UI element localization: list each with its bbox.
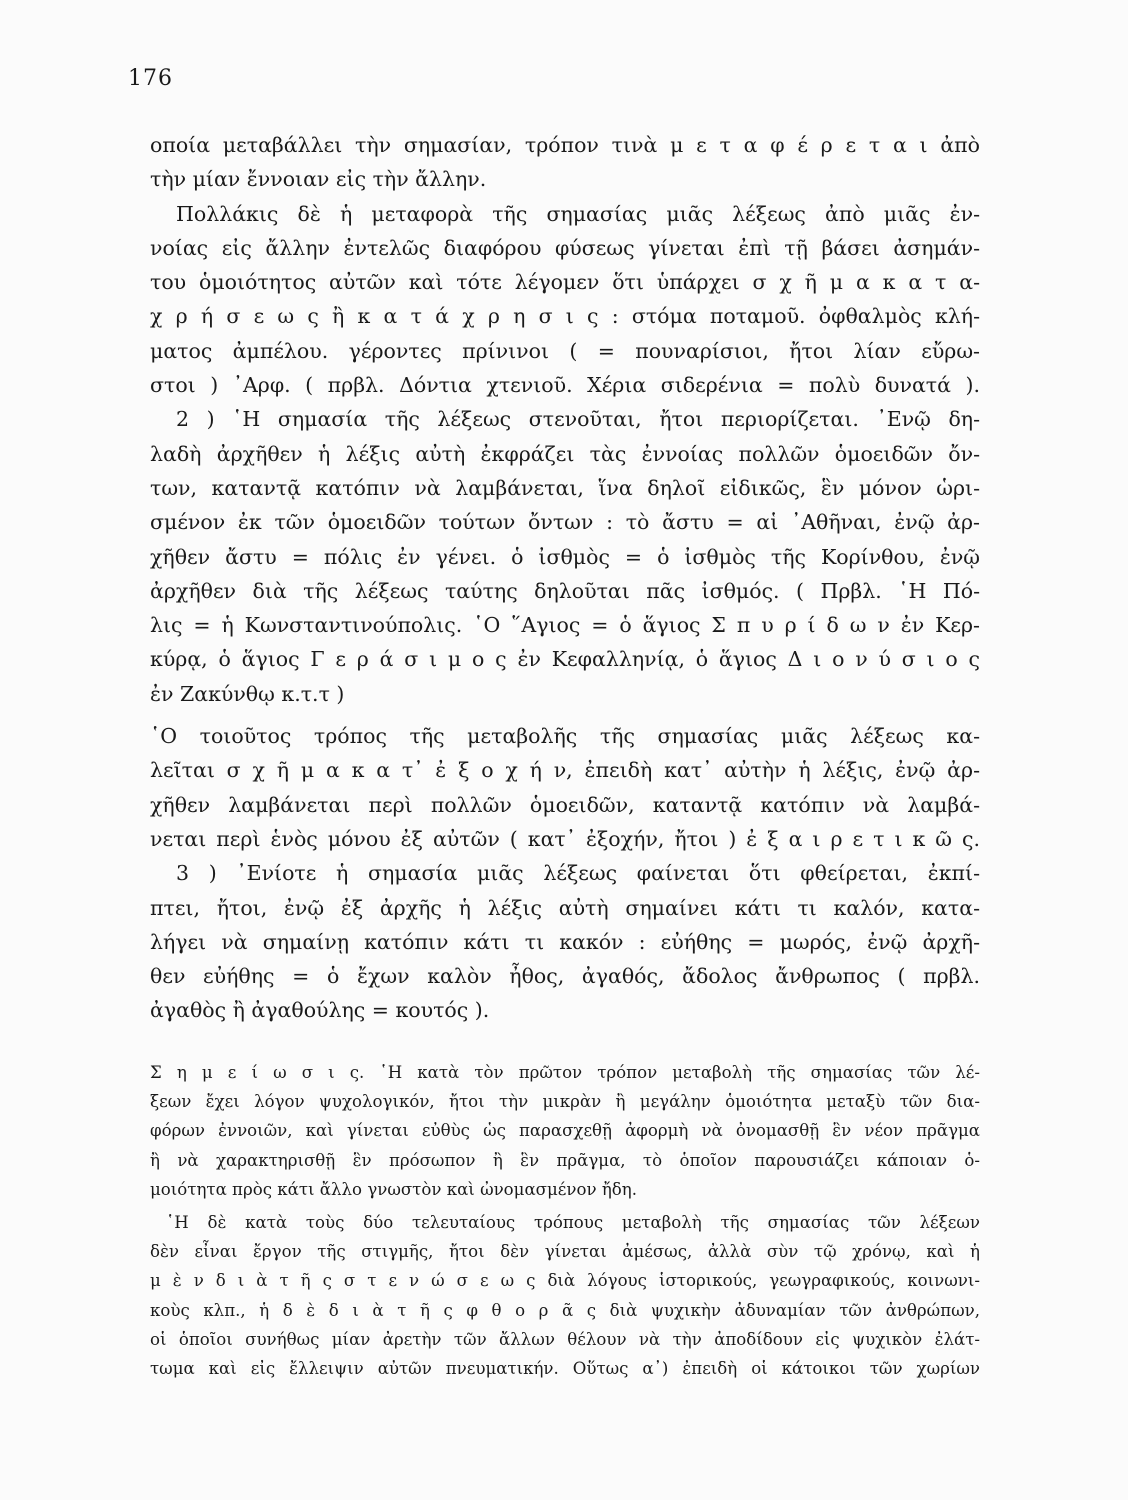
note-line: ἢ νὰ χαρακτηρισθῇ ἓν πρόσωπον ἢ ἓν πρᾶγμα, τὸ ὁποῖον παρουσιάζει κάποιαν ὁ- <box>150 1150 980 1170</box>
text-line: νοίας εἰς ἄλλην ἐντελῶς διαφόρου φύσεως γίνεται ἐπὶ τῇ βάσει ἀσημάν- <box>150 235 980 260</box>
note-line: κοὺς κλπ., ἡ δ ὲ δ ι ὰ τ ῆ ς φ θ ο ρ ᾶ ς διὰ ψυχικὴν ἀδυναμίαν τῶν ἀνθρώπων, <box>150 1300 980 1320</box>
text-line: 2 ) ῾Η σημασία τῆς λέξεως στενοῦται, ἤτοι περιορίζεται. ᾿Ενῷ δη- <box>176 407 980 432</box>
note-line: τωμα καὶ εἰς ἔλλειψιν αὐτῶν πνευματικήν. Οὕτως α᾿) ἐπειδὴ οἱ κάτοικοι τῶν χωρίων <box>150 1358 980 1378</box>
text-line: του ὁμοιότητος αὐτῶν καὶ τότε λέγομεν ὅτι ὑπάρχει σ χ ῆ μ α κ α τ α- <box>150 270 980 295</box>
text-line: λαδὴ ἀρχῆθεν ἡ λέξις αὐτὴ ἐκφράζει τὰς ἐννοίας πολλῶν ὁμοειδῶν ὄν- <box>150 441 980 466</box>
text-line: κύρᾳ, ὁ ἅγιος Γ ε ρ ά σ ι μ ο ς ἐν Κεφαλληνίᾳ, ὁ ἅγιος Δ ι ο ν ύ σ ι ο ς <box>150 647 980 672</box>
text-line: στοι ) ᾿Αρφ. ( πρβλ. Δόντια χτενιοῦ. Χέρια σιδερένια = πολὺ δυνατά ). <box>150 373 980 398</box>
text-line: 3 ) ᾿Ενίοτε ἡ σημασία μιᾶς λέξεως φαίνεται ὅτι φθείρεται, ἐκπί- <box>176 861 980 886</box>
text-line: λεῖται σ χ ῆ μ α κ α τ᾿ ἐ ξ ο χ ή ν, ἐπειδὴ κατ᾿ αὐτὴν ἡ λέξις, ἐνῷ ἀρ- <box>150 758 980 783</box>
text-line: λις = ἡ Κωνσταντινούπολις. ῾Ο ῞Αγιος = ὁ ἅγιος Σ π υ ρ ί δ ω ν ἐν Κερ- <box>150 613 980 638</box>
text-line: ἐν Ζακύνθῳ κ.τ.τ ) <box>150 681 345 706</box>
note-line: ῾Η δὲ κατὰ τοὺς δύο τελευταίους τρόπους μεταβολὴ τῆς σημασίας τῶν λέξεων <box>166 1212 980 1232</box>
page-number: 176 <box>128 66 173 91</box>
text-line: χῆθεν ἄστυ = πόλις ἐν γένει. ὁ ἰσθμὸς = ὁ ἰσθμὸς τῆς Κορίνθου, ἐνῷ <box>150 544 980 569</box>
text-line: ματος ἀμπέλου. γέροντες πρίνινοι ( = πουναρίσιοι, ἤτοι λίαν εὔρω- <box>150 338 980 363</box>
note-line: ξεων ἔχει λόγον ψυχολογικόν, ἤτοι τὴν μικρὰν ἢ μεγάλην ὁμοιότητα μεταξὺ τῶν δια- <box>150 1092 980 1112</box>
note-line: Σ η μ ε ί ω σ ι ς. ῾Η κατὰ τὸν πρῶτον τρόπον μεταβολὴ τῆς σημασίας τῶν λέ- <box>150 1063 980 1082</box>
text-line: Πολλάκις δὲ ἡ μεταφορὰ τῆς σημασίας μιᾶς λέξεως ἀπὸ μιᾶς ἐν- <box>176 201 980 226</box>
text-line: ῾Ο τοιοῦτος τρόπος τῆς μεταβολῆς τῆς σημασίας μιᾶς λέξεως κα- <box>150 724 980 749</box>
text-line: χ ρ ή σ ε ω ς ἢ κ α τ ά χ ρ η σ ι ς : στόμα ποταμοῦ. ὀφθαλμὸς κλή- <box>150 304 980 329</box>
note-line: μ ὲ ν δ ι ὰ τ ῆ ς σ τ ε ν ώ σ ε ω ς διὰ λόγους ἱστορικούς, γεωγραφικούς, κοινωνι- <box>150 1271 980 1291</box>
note-line: δὲν εἶναι ἔργον τῆς στιγμῆς, ἤτοι δὲν γίνεται ἀμέσως, ἀλλὰ σὺν τῷ χρόνῳ, καὶ ἡ <box>150 1242 980 1262</box>
main-text <box>150 128 980 1028</box>
note-line: οἱ ὁποῖοι συνήθως μίαν ἀρετὴν τῶν ἄλλων θέλουν νὰ τὴν ἀποδίδουν εἰς ψυχικὸν ἐλάτ- <box>150 1329 980 1349</box>
text-line: των, καταντᾷ κατόπιν νὰ λαμβάνεται, ἵνα δηλοῖ εἰδικῶς, ἓν μόνον ὡρι- <box>150 475 980 500</box>
text-line: νεται περὶ ἑνὸς μόνου ἐξ αὐτῶν ( κατ᾿ ἐξοχήν, ἤτοι ) ἐ ξ α ι ρ ε τ ι κ ῶ ς. <box>150 826 980 851</box>
note-section <box>150 1058 980 1383</box>
text-line: χῆθεν λαμβάνεται περὶ πολλῶν ὁμοειδῶν, καταντᾷ κατόπιν νὰ λαμβά- <box>150 792 980 817</box>
note-line: φόρων ἐννοιῶν, καὶ γίνεται εὐθὺς ὡς παρασχεθῇ ἀφορμὴ νὰ ὀνομασθῇ ἓν νέον πρᾶγμα <box>150 1121 980 1141</box>
text-line: ἀρχῆθεν διὰ τῆς λέξεως ταύτης δηλοῦται πᾶς ἰσθμός. ( Πρβλ. ῾Η Πό- <box>150 578 980 603</box>
text-line: πτει, ἤτοι, ἐνῷ ἐξ ἀρχῆς ἡ λέξις αὐτὴ σημαίνει κάτι τι καλόν, κατα- <box>150 895 980 920</box>
text-line: οποία μεταβάλλει τὴν σημασίαν, τρόπον τινὰ μ ε τ α φ έ ρ ε τ α ι ἀπὸ <box>150 133 980 157</box>
text-line: ἀγαθὸς ἢ ἀγαθούλης = κουτός ). <box>150 998 490 1023</box>
note-line: μοιότητα πρὸς κάτι ἄλλο γνωστὸν καὶ ὠνομασμένον ἤδη. <box>150 1179 637 1199</box>
text-line: λήγει νὰ σημαίνῃ κατόπιν κάτι τι κακόν : εὐήθης = μωρός, ἐνῷ ἀρχῆ- <box>150 929 980 954</box>
text-line: τὴν μίαν ἔννοιαν εἰς τὴν ἄλλην. <box>150 167 487 192</box>
text-line: θεν εὐήθης = ὁ ἔχων καλὸν ἦθος, ἀγαθός, ἄδολος ἄνθρωπος ( πρβλ. <box>150 964 980 989</box>
text-line: σμένον ἐκ τῶν ὁμοειδῶν τούτων ὄντων : τὸ ἄστυ = αἱ ᾿Αθῆναι, ἐνῷ ἀρ- <box>150 510 980 535</box>
